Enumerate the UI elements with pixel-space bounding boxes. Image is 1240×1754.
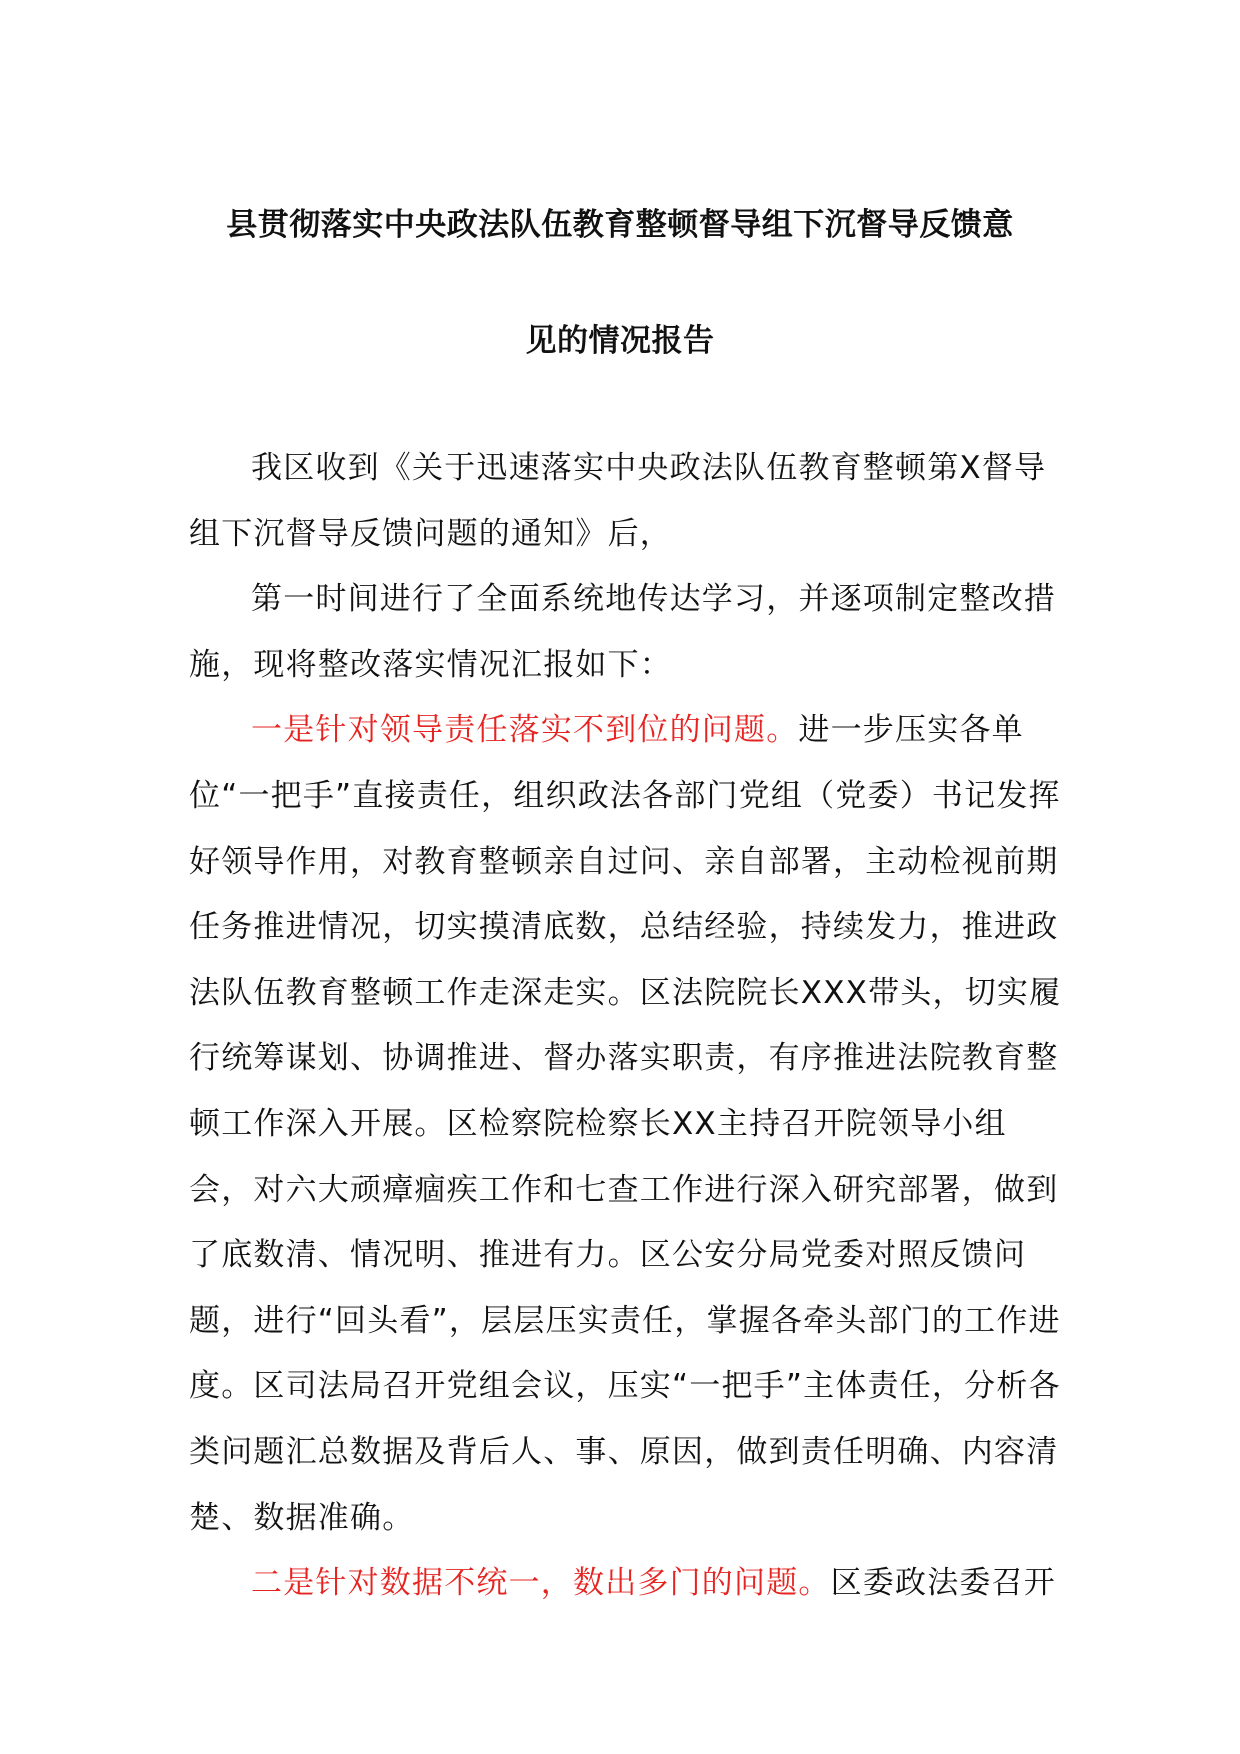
- paragraph-4-heading: 二是针对数据不统一，数出多门的问题。: [251, 1565, 831, 1602]
- document-title-line-2: 见的情况报告: [525, 323, 715, 359]
- paragraph-4: [189, 1551, 1069, 1617]
- paragraph-3-text: 进一步压实各单位“一把手”直接责任，组织政法各部门党组（党委）书记发挥好领导作用，对教育整顿亲自过问、亲自部署，主动检视前期任务推进情况，切实摸清底数，总结经验，持续发力，推进政法队伍教育整顿工作走深走实。区法院院长XXX带头，切实履行统筹谋划、协调推进、督办落实职责，有序推进法院教育整顿工作深入开展。区检察院检察长XX主持召开院领导小组会，对六大顽瘴痼疾工作和七查工作进行深入研究部署，做到了底数清、情况明、推进有力。区公安分局党委对照反馈问题，进行“回头看”，层层压实责任，掌握各牵头部门的工作进度。区司法局召开党组会议，压实“一把手”主体责任，分析各类问题汇总数据及背后人、事、原因，做到责任明确、内容清楚、数据准确。: [189, 712, 1062, 1536]
- paragraph-2: [189, 567, 1069, 698]
- document-title-line-1: 县贯彻落实中央政法队伍教育整顿督导组下沉督导反馈意: [226, 207, 1014, 243]
- paragraph-3: [189, 698, 1069, 1551]
- paragraph-1-text: 我区收到《关于迅速落实中央政法队伍教育整顿第X督导组下沉督导反馈问题的通知》后，: [189, 450, 1047, 552]
- document-body: [189, 436, 1069, 1617]
- paragraph-3-heading: 一是针对领导责任落实不到位的问题。: [251, 712, 799, 749]
- paragraph-4-text: 区委政法委召开: [830, 1565, 1057, 1602]
- paragraph-2-text: 第一时间进行了全面系统地传达学习，并逐项制定整改措施，现将整改落实情况汇报如下：: [189, 581, 1056, 683]
- paragraph-1: [189, 436, 1069, 567]
